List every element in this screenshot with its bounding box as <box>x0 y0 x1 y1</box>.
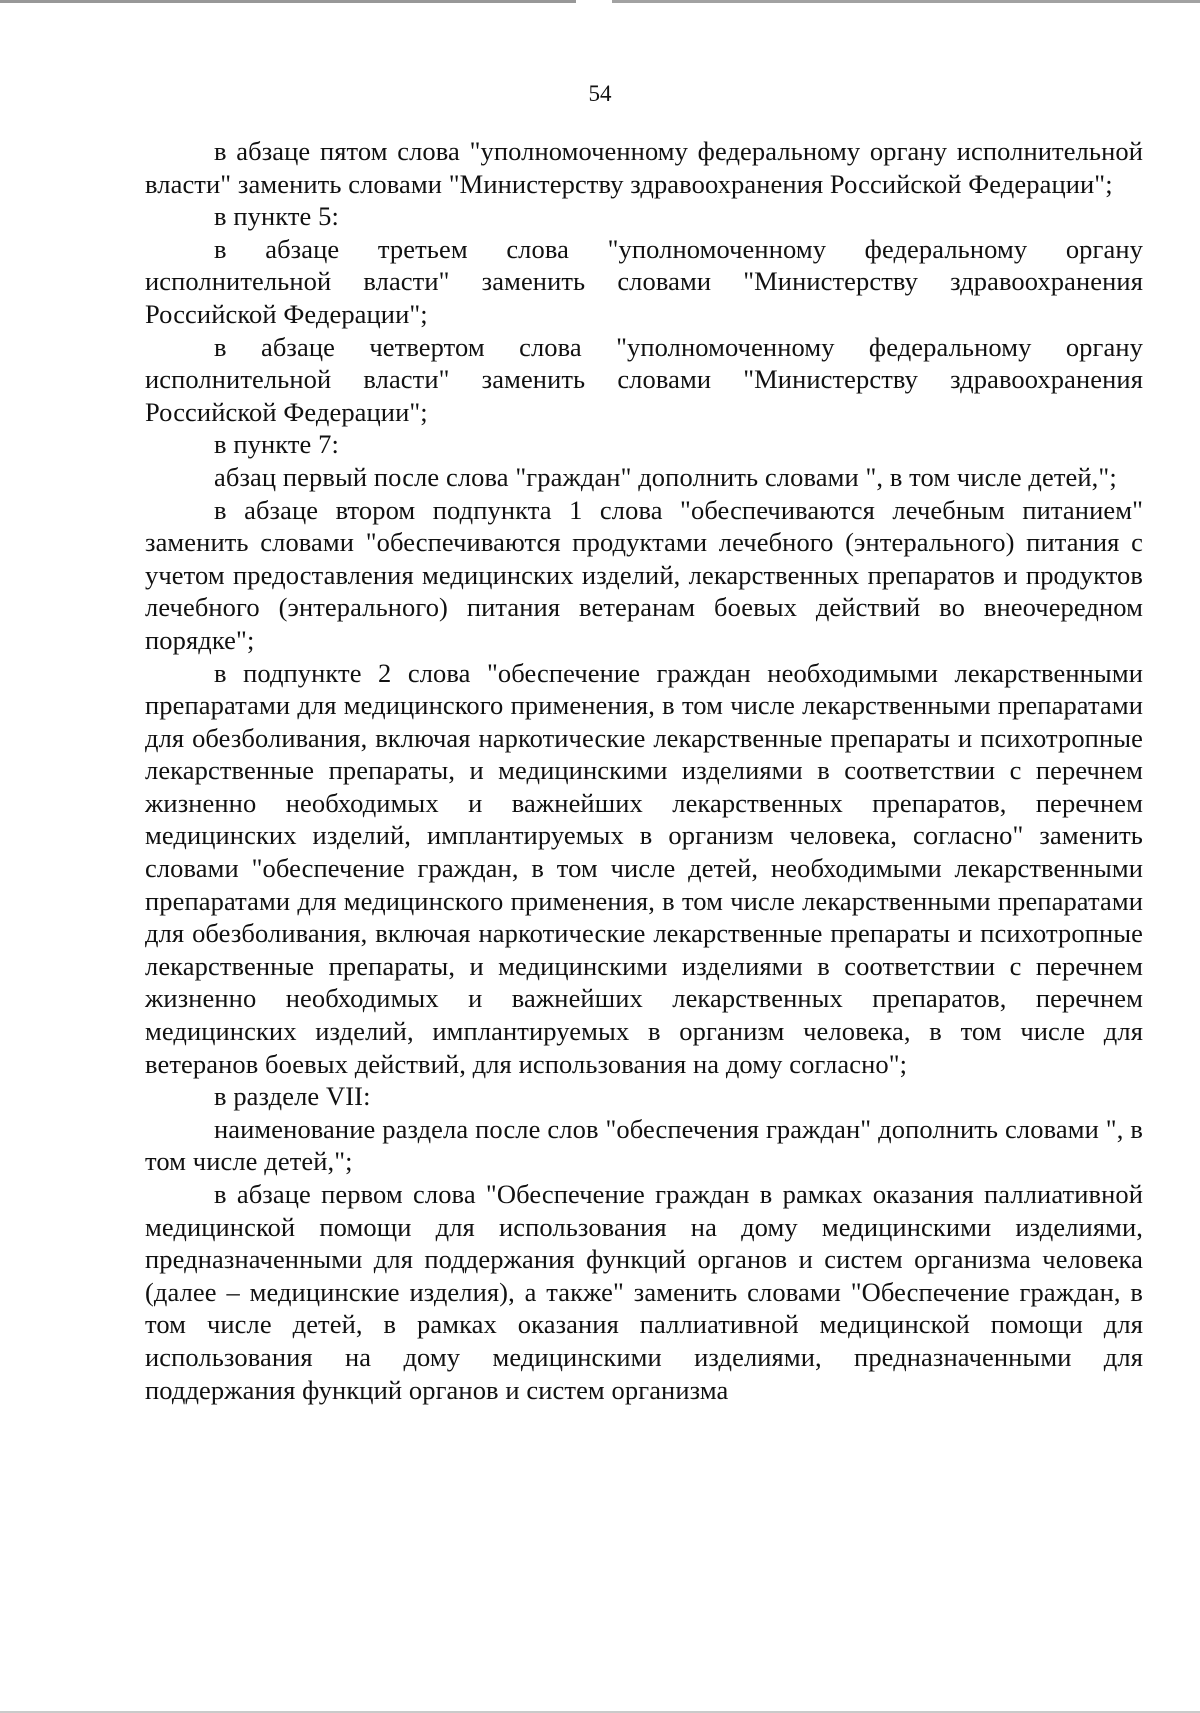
paragraph-punkt-7: в пункте 7: <box>214 429 339 460</box>
scan-top-edge <box>0 0 1200 3</box>
page-number: 54 <box>588 81 612 106</box>
document-body <box>145 135 1143 1406</box>
paragraph-abzac-pervom: в абзаце первом слова "Обеспечение граждан в рамках оказания паллиативной медицинской помощи для использования на дому медицинскими изделиями, предназначенными для поддержания функций органов и систем организма человека (далее – медицинские изделия), а также" заменить словами "Обеспечение граждан, в том числе детей, в рамках оказания паллиативной медицинской помощи для использования на дому медицинскими изделиями, предназначенными для поддержания функций органов и систем организма <box>145 1179 1143 1405</box>
paragraph-naimenovanie-razdela: наименование раздела после слов "обеспечения граждан" дополнить словами ", в том числе детей,"; <box>145 1113 1143 1177</box>
paragraph-abzac-tretiem: в абзаце третьем слова "уполномоченному федеральному органу исполнительной власти" заменить словами "Министерству здравоохранения Российской Федерации"; <box>145 233 1143 329</box>
paragraph-punkt-5: в пункте 5: <box>214 201 339 232</box>
paragraph-abzac-pervyi: абзац первый после слова "граждан" дополнить словами ", в том числе детей,"; <box>214 461 1117 492</box>
paragraph-abzac-chetvertom: в абзаце четвертом слова "уполномоченному федеральному органу исполнительной власти" заменить словами "Министерству здравоохранения Российской Федерации"; <box>145 331 1143 427</box>
paragraph-abzac-pyatom: в абзаце пятом слова "уполномоченному федеральному органу исполнительной власти" заменить словами "Министерству здравоохранения Российской Федерации"; <box>145 136 1143 199</box>
paragraph-razdel-vii: в разделе VII: <box>214 1081 371 1112</box>
paragraph-podpunkt-2: в подпункте 2 слова "обеспечение граждан необходимыми лекарственными препаратами для медицинского применения, в том числе лекарственными препаратами для обезболивания, включая наркотические лекарственные препараты и психотропные лекарственные препараты, и медицинскими изделиями в соответствии с перечнем жизненно необходимых и важнейших лекарственных препаратов, перечнем медицинских изделий, имплантируемых в организм человека, согласно" заменить словами "обеспечение граждан, в том числе детей, необходимыми лекарственными препаратами для медицинского применения, в том числе лекарственными препаратами для обезболивания, включая наркотические лекарственные препараты и психотропные лекарственные препараты, и медицинскими изделиями в соответствии с перечнем жизненно необходимых и важнейших лекарственных препаратов, перечнем медицинских изделий, имплантируемых в организм человека, в том числе для ветеранов боевых действий, для использования на дому согласно"; <box>145 657 1143 1079</box>
paragraph-podpunkt-1: в абзаце втором подпункта 1 слова "обеспечиваются лечебным питанием" заменить словами "обеспечиваются продуктами лечебного (энтерального) питания с учетом предоставления медицинских изделий, лекарственных препаратов и продуктов лечебного (энтерального) питания ветеранам боевых действий во внеочередном порядке"; <box>145 494 1143 655</box>
